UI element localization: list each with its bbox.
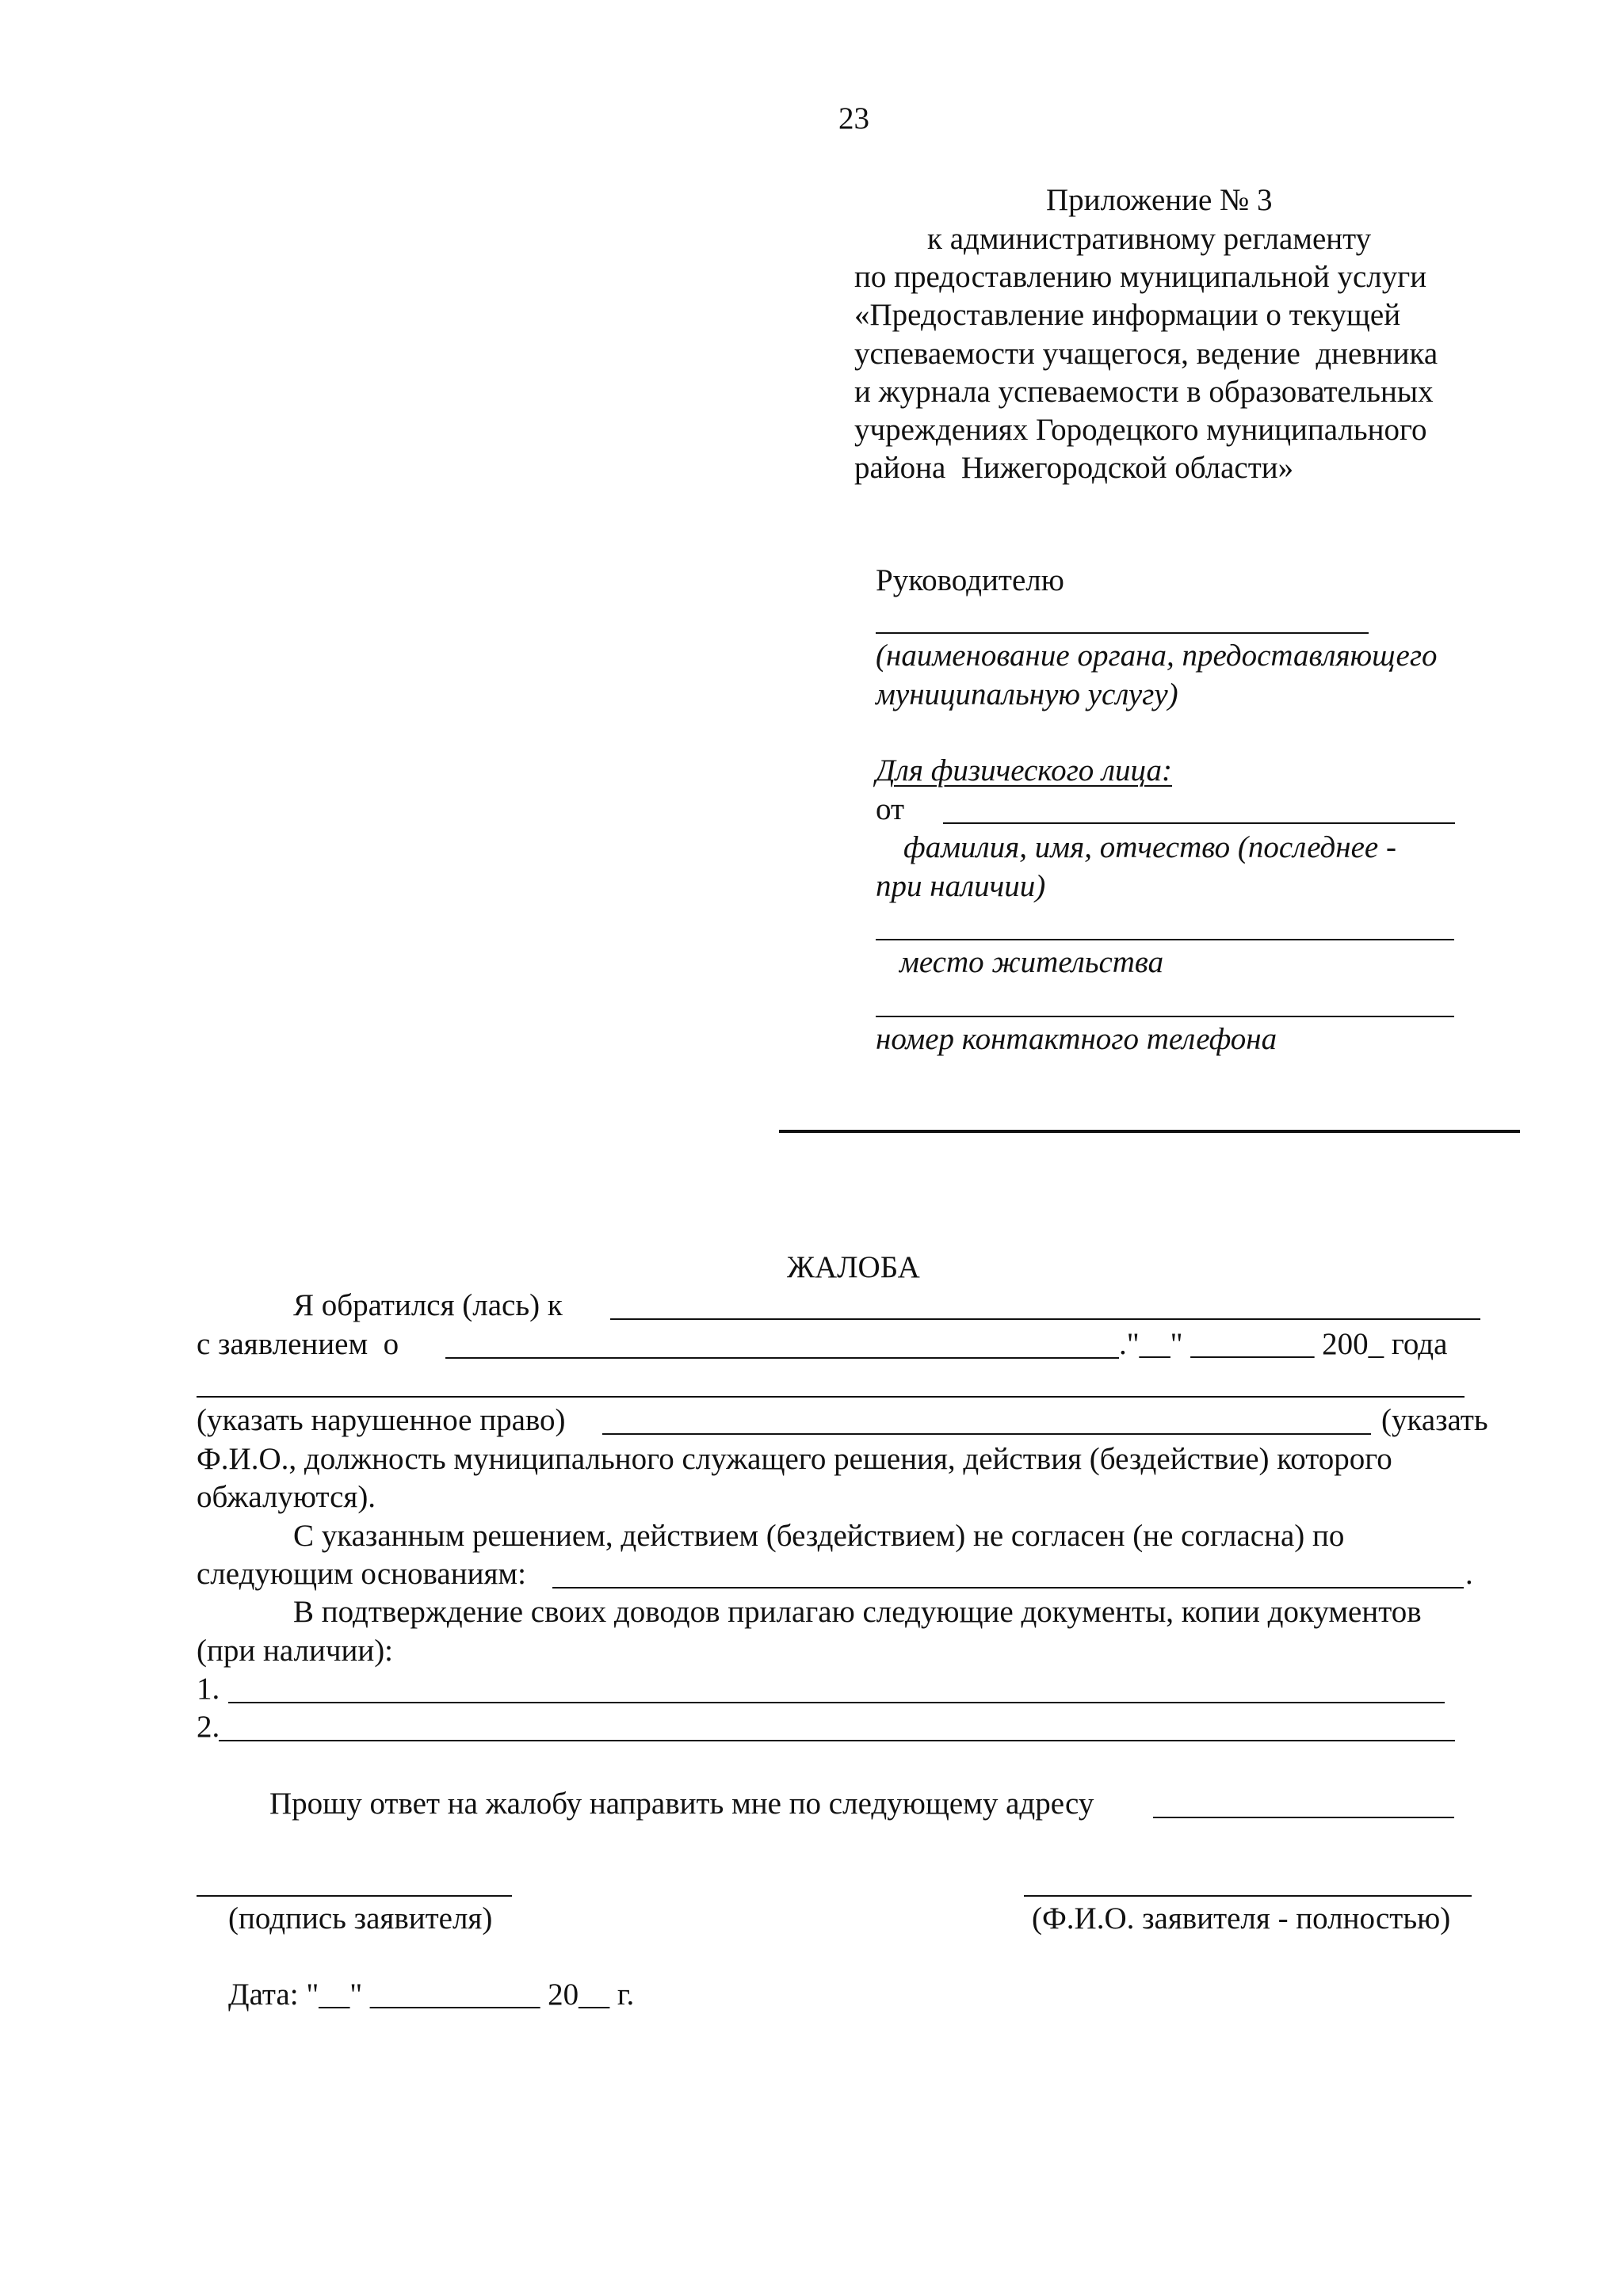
- addressee-org-hint-1: (наименование органа, предоставляющего: [876, 639, 1438, 673]
- residence-line: [876, 939, 1454, 940]
- attachment-item-2-blank: [219, 1740, 1455, 1741]
- complaint-line-1: Я обратился (лась) к: [293, 1288, 563, 1322]
- complaint-line-2a: с заявлением о: [197, 1327, 399, 1361]
- residence-hint: место жительства: [899, 945, 1164, 979]
- complaint-line-8-blank: [552, 1587, 1464, 1589]
- complaint-line-2-blank: [445, 1357, 1119, 1359]
- appendix-line-2: по предоставлению муниципальной услуги: [854, 260, 1427, 294]
- signature-hint: (подпись заявителя): [228, 1901, 493, 1936]
- complaint-title: ЖАЛОБА: [787, 1250, 920, 1284]
- page-number: 23: [838, 101, 869, 135]
- complaint-line-4b: (указать: [1381, 1403, 1488, 1437]
- signature-line: [197, 1895, 512, 1897]
- appendix-line-5: и журнала успеваемости в образовательных: [854, 375, 1434, 409]
- complaint-line-8: следующим основаниям:: [197, 1557, 526, 1591]
- complaint-line-5: Ф.И.О., должность муниципального служащего решения, действия (бездействие) которого: [197, 1442, 1392, 1476]
- appendix-line-3: «Предоставление информации о текущей: [854, 298, 1401, 332]
- addressee-org-hint-2: муниципальную услугу): [876, 677, 1178, 711]
- individual-label: Для физического лица:: [876, 753, 1173, 788]
- complaint-line-3-blank: [197, 1396, 1465, 1398]
- phone-line: [876, 1016, 1454, 1017]
- separator-line: [779, 1130, 1520, 1133]
- phone-hint: номер контактного телефона: [876, 1022, 1277, 1056]
- complaint-line-8-end: .: [1465, 1557, 1473, 1591]
- attachment-item-1-blank: [228, 1702, 1445, 1703]
- complaint-line-10: (при наличии):: [197, 1634, 394, 1668]
- complaint-line-9: В подтверждение своих доводов прилагаю следующие документы, копии документов: [293, 1595, 1422, 1629]
- complaint-line-7: С указанным решением, действием (бездействием) не согласен (не согласна) по: [293, 1519, 1345, 1553]
- appendix-line-1: к административному регламенту: [927, 222, 1372, 256]
- reply-address-blank: [1153, 1817, 1454, 1818]
- fio-hint-1: фамилия, имя, отчество (последнее -: [903, 830, 1396, 864]
- reply-address-request: Прошу ответ на жалобу направить мне по следующему адресу: [269, 1787, 1094, 1821]
- attachment-item-1: 1.: [197, 1672, 220, 1706]
- from-label: от: [876, 792, 905, 826]
- attachment-item-2: 2.: [197, 1710, 220, 1744]
- appendix-line-6: учреждениях Городецкого муниципального: [854, 413, 1427, 447]
- complaint-line-6: обжалуются).: [197, 1480, 376, 1514]
- fio-hint-2: при наличии): [876, 869, 1046, 903]
- complaint-line-4-blank: [602, 1433, 1371, 1435]
- appendix-line-4: успеваемости учащегося, ведение дневника: [854, 337, 1438, 371]
- date-line: Дата: "__" ___________ 20__ г.: [228, 1978, 635, 2012]
- complaint-line-4a: (указать нарушенное право): [197, 1403, 566, 1437]
- from-fio-line: [943, 822, 1455, 824]
- complaint-line-1-blank: [610, 1318, 1480, 1320]
- addressee-to: Руководителю: [876, 563, 1064, 597]
- appendix-line-7: района Нижегородской области»: [854, 451, 1294, 485]
- complaint-line-2b: ."__" ________ 200_ года: [1119, 1327, 1448, 1361]
- appendix-title: Приложение № 3: [1046, 183, 1273, 217]
- addressee-org-line: [876, 632, 1369, 634]
- full-name-hint: (Ф.И.О. заявителя - полностью): [1032, 1901, 1451, 1936]
- full-name-line: [1024, 1895, 1472, 1897]
